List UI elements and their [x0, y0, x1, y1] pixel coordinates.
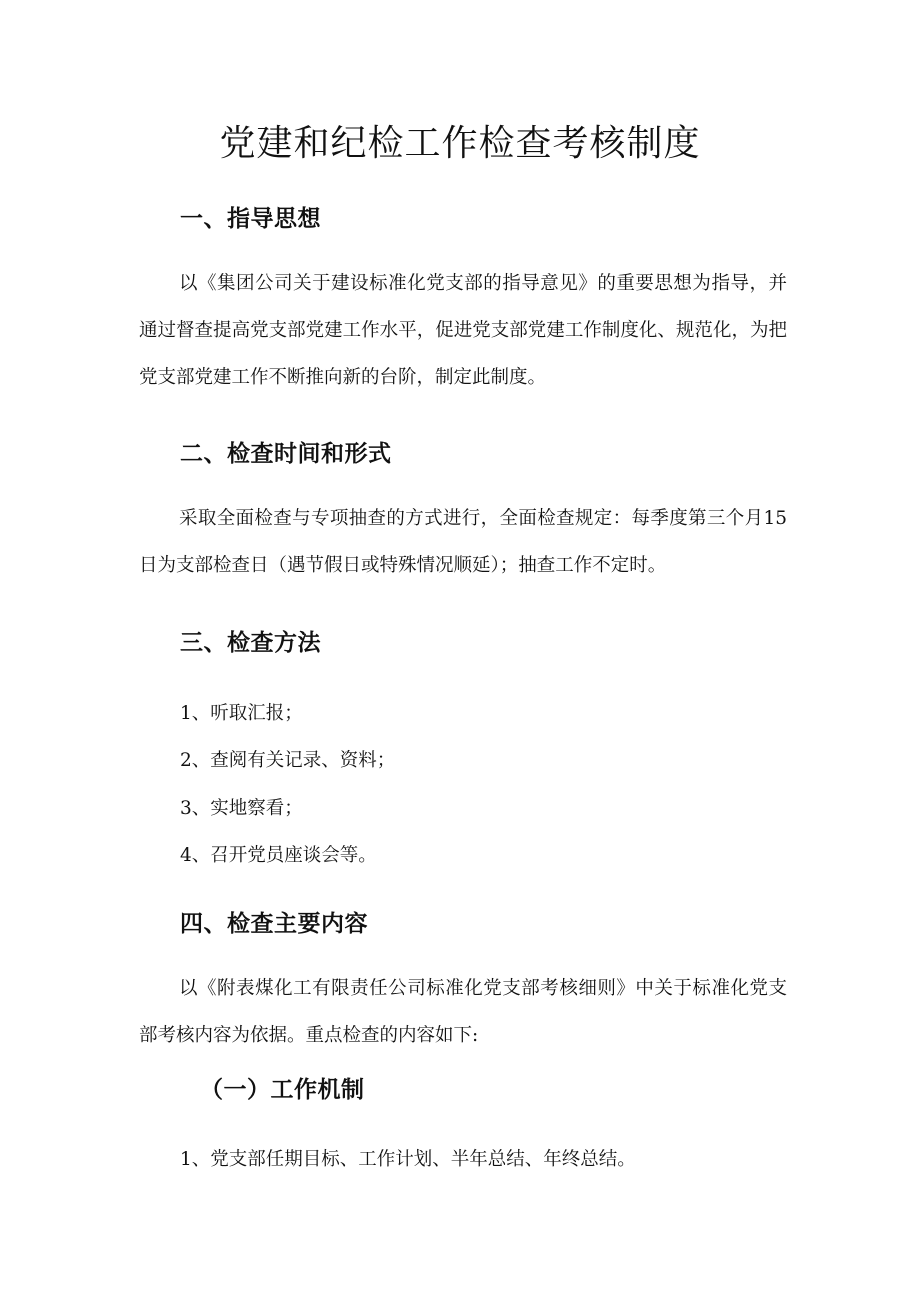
document-title: 党建和纪检工作检查考核制度 — [219, 123, 701, 164]
section-paragraph-guiding-ideology: 以《集团公司关于建设标准化党支部的指导意见》的重要思想为指导，并通过督查提高党支部党建工作水平，促进党支部党建工作制度化、规范化，为把党支部党建工作不断推向新的台阶，制定此制度。 — [139, 273, 787, 388]
method-item: 2、查阅有关记录、资料； — [180, 750, 396, 771]
work-mechanism-item: 1、党支部任期目标、工作计划、半年总结、年终总结。 — [180, 1149, 636, 1170]
section-heading-guiding-ideology: 一、指导思想 — [180, 206, 321, 232]
subsection-heading-work-mechanism: （一）工作机制 — [200, 1077, 365, 1103]
section-paragraph-time-and-form: 采取全面检查与专项抽查的方式进行，全面检查规定：每季度第三个月15日为支部检查日（遇节假日或特殊情况顺延）；抽查工作不定时。 — [139, 508, 787, 576]
method-item: 1、听取汇报； — [180, 703, 303, 724]
method-item: 4、召开党员座谈会等。 — [180, 845, 377, 866]
method-item: 3、实地察看； — [180, 798, 303, 819]
section-heading-time-and-form: 二、检查时间和形式 — [180, 441, 392, 467]
section-paragraph-main-content: 以《附表煤化工有限责任公司标准化党支部考核细则》中关于标准化党支部考核内容为依据。重点检查的内容如下: — [139, 978, 787, 1046]
section-heading-main-content: 四、检查主要内容 — [180, 911, 368, 937]
section-heading-inspection-methods: 三、检查方法 — [180, 630, 321, 656]
